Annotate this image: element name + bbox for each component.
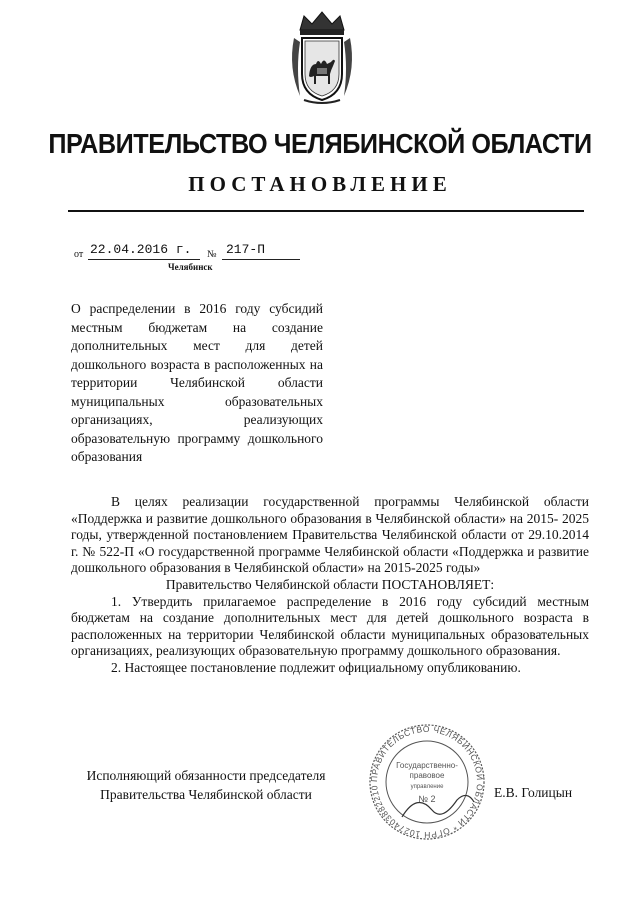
- resolution-item-2: 2. Настоящее постановление подлежит официальному опубликованию.: [111, 659, 521, 675]
- stamp-center-line-3: управление: [410, 784, 444, 790]
- signatory-position: [66, 766, 346, 804]
- preamble-paragraph: В целях реализации государственной программы Челябинской области «Поддержка и развитие дошкольного образования в Челябинской области» на 2015- 2025 годы, утвержденной постановлением Правительства Челябинской области от 29.10.2014 г. № 522-П «О государственной программе Челябинской области «Поддержка и развитие дошкольного образования в Челябинской области» на 2015-2025 годы»: [71, 494, 589, 576]
- document-subject: О распределении в 2016 году субсидий местным бюджетам на создание дополнительных мест для детей дошкольного возраста в расположенных на территории Челябинской области муниципальных образовательных организациях, реализующих образовательную программу дошкольного образования: [71, 301, 323, 464]
- stamp-ring-text: ПРАВИТЕЛЬСТВО ЧЕЛЯБИНСКОЙ ОБЛАСТИ * ОГРН 1027403882210: [368, 723, 486, 841]
- document-number: 217-П: [226, 242, 266, 257]
- resolves-line: Правительство Челябинской области ПОСТАНОВЛЯЕТ:: [165, 576, 495, 592]
- city-label: Челябинск: [168, 262, 213, 272]
- document-type-title: ПОСТАНОВЛЕНИЕ: [188, 172, 452, 196]
- number-prefix: №: [207, 249, 217, 260]
- organization-title: ПРАВИТЕЛЬСТВО ЧЕЛЯБИНСКОЙ ОБЛАСТИ: [48, 128, 592, 159]
- signatory-position-line-2: Правительства Челябинской области: [100, 787, 312, 802]
- stamp-center-line-4: № 2: [418, 794, 436, 804]
- signatory-name: Е.В. Голицын: [494, 785, 573, 800]
- signatory-position-line-1: Исполняющий обязанности председателя: [86, 768, 326, 783]
- number-underline: [222, 259, 300, 260]
- resolution-item-1: 1. Утвердить прилагаемое распределение в 2016 году субсидий местным бюджетам на создание дополнительных мест для детей дошкольного возраста в расположенных на территории Челябинской области муниципальных образовательных организациях, реализующих образовательную программу дошкольного образования.: [71, 593, 589, 659]
- header-divider: [68, 210, 584, 212]
- document-body: [71, 494, 589, 677]
- svg-text:ПРАВИТЕЛЬСТВО ЧЕЛЯБИНСКОЙ ОБЛА: [362, 722, 486, 840]
- document-date: 22.04.2016 г.: [90, 242, 192, 257]
- date-prefix: от: [74, 249, 84, 260]
- stamp-center-line-1: Государственно-: [396, 761, 458, 770]
- coat-of-arms-icon: [286, 8, 358, 108]
- date-underline: [88, 259, 200, 260]
- official-stamp: [362, 722, 492, 842]
- stamp-center-line-2: правовое: [409, 771, 445, 780]
